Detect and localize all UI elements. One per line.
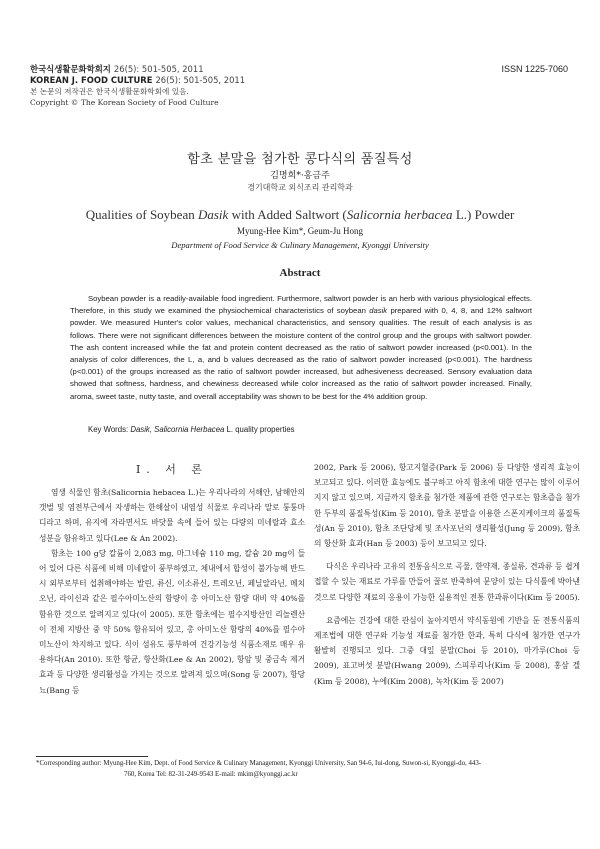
issn: ISSN 1225-7060 — [501, 64, 568, 74]
copyright-ko: 본 논문의 저작권은 한국식생활문화학회에 있음. — [30, 87, 189, 96]
body-paragraph: 다식은 우리나라 고유의 전통음식으로 곡물, 한약재, 종실류, 견과류 등 쉽게 접할 수 있는 재료로 가루를 만들어 꿀로 반죽하여 문양이 있는 다식틀에 박아낸 것으로 다양한 재료의 응용이 가능한 실용적인 전통 한과류이다(Kim 등 2005). — [314, 562, 580, 602]
journal-header — [30, 64, 245, 108]
affiliation-ko: 경기대학교 외식조리 관리학과 — [247, 183, 353, 192]
keywords: Key Words: Dasik, Salicornia Herbacea L. quality properties — [88, 425, 295, 434]
copyright-en: Copyright © The Korean Society of Food Culture — [30, 98, 219, 107]
journal-cite-en: 26(5): 501-505, 2011 — [155, 75, 246, 85]
abstract-body: Soybean powder is a readily-available food ingredient. Furthermore, saltwort powder is an herb with various physiological effects. Therefore, in this study we examined the physiochemical characteristics of soybean dasik prepared with 0, 4, 8, and 12% saltwort powder. We measured Hunter's color values, mechanical characteristics, and sensory qualities. The result of each analysis is as follows. There were not significant differences between the moisture content of the control group and the groups with saltwort powder. The ash content increased while the fat and protein content decreased as the ratio of saltwort powder increased (p<0.001). In the analysis of color differences, the L, a, and b values decreased as the ratio of saltwort powder increased (p<0.001). The hardness (p<0.001) of the groups increased as the ratio of saltwort powder increased, but adhesiveness decreased. Sensory evaluation data showed that softness, hardness, and chewiness decreased while color increased as the ratio of saltwort powder increased. Finally, aroma, sweet taste, nutty taste, and overall acceptability was shown to be best for the 4% addition group. — [70, 294, 532, 401]
authors-en: Myung-Hee Kim*, Geum-Ju Hong — [237, 226, 363, 236]
journal-name-en: KOREAN J. FOOD CULTURE — [30, 75, 153, 85]
body-paragraph: 요즘에는 건강에 대한 관심이 높아지면서 약식동원에 기반을 둔 전통식품의 제조법에 대한 연구와 기능성 재료를 첨가한 한과, 특히 다식에 첨가한 연구가 활발히 진행되고 있다. 그중 대잎 분말(Choi 등 2010), 마가루(Choi 등 2009), 표고버섯 분말(Hwang 2009), 스피루리나(Kim 등 2008), 홍삼 겔(Kim 등 2008), 누에(Kim 2008), 녹차(Kim 등 2007) — [314, 615, 580, 686]
body-paragraph: 염생 식물인 함초(Salicornia hebacea L.)는 우리나라의 서해안, 남해안의 갯벌 및 염전부근에서 자생하는 한해살이 내염성 식물로 우리나라 말로 퉁퉁마디라고 하며, 유지에 자라면서도 바닷물 속에 들어 있는 다량의 미네랄과 효소 성분을 함유하고 있다(Lee & An 2002). — [39, 488, 305, 543]
section-heading: I. 서 론 — [135, 463, 209, 476]
affiliation-en: Department of Food Service & Culinary Management, Kyonggi University — [171, 240, 429, 250]
body-paragraph: 2002, Park 등 2006), 항고지혈증(Park 등 2006) 등 다양한 생리적 효능이 보고되고 있다. 이러한 효능에도 불구하고 아직 함초에 대한 연구는 많이 이루어지지 않고 있으며, 지금까지 함초를 첨가한 제품에 관한 연구로는 함초즙을 첨가한 두부의 품질특성(Kim 등 2010), 함초 분말을 이용한 스폰지케이크의 품질특성(An 등 2010), 함초 조단당체 및 조사포닌의 생리활성(Jung 등 2009), 함초의 항산화 효과(Han 등 2003) 등이 보고되고 있다. — [314, 463, 580, 549]
body-column-right — [314, 460, 580, 689]
body-paragraph: 함초는 100 g당 칼륨이 2,083 mg, 마그네슘 110 mg, 칼슘 20 mg이 들어 있어 다른 식품에 비해 미네랄이 풍부하였고, 체내에서 합성이 불가능해 반드시 외부로부터 섭취해야하는 발린, 류신, 이소류신, 트레오닌, 페닐알라닌, 메치오닌, 라이신과 같은 필수아미노산의 함량이 총 아미노산 함량 대비 약 40%를 함유한 것으로 알려지고 있다(이 2005). 또한 함초에는 필수지방산인 리놀렌산이 전체 지방산 중 약 50% 함유되어 있고, 총 아미노산 함량의 40%를 필수아미노산이 차지하고 있다. 식이 섬유도 풍부하여 건강기능성 식품소재로 매우 유용하다(An 2010). 또한 항균, 항산화(Lee & An 2002), 항암 및 중금속 제거 효과 등 다양한 생리활성을 가지는 것으로 알려져 있으며(Song 등 2007), 항당뇨(Bang 등 — [39, 548, 305, 695]
corresponding-author-footnote: *Corresponding author: Myung-Hee Kim, Dept. of Food Service & Culinary Management, Kyonggi University, San 94-6, Iui-dong, Suwon-si, Kyonggi-do, 443- 760, Korea Tel: 82-31-249-9543 E-mail: mkim@kyonggi.ac.kr — [36, 760, 482, 778]
journal-cite-ko: 26(5): 501-505, 2011 — [113, 64, 204, 74]
footnote-divider — [36, 756, 148, 757]
journal-name-ko: 한국식생활문화학회지 — [30, 64, 111, 74]
abstract-heading: Abstract — [279, 267, 321, 279]
authors-ko: 김명희*·홍금주 — [270, 171, 330, 181]
paper-title-en: Qualities of Soybean Dasik with Added Saltwort (Salicornia herbacea L.) Powder — [85, 207, 515, 222]
body-column-left — [39, 463, 305, 698]
paper-title-ko: 함초 분말을 첨가한 콩다식의 품질특성 — [187, 152, 413, 167]
